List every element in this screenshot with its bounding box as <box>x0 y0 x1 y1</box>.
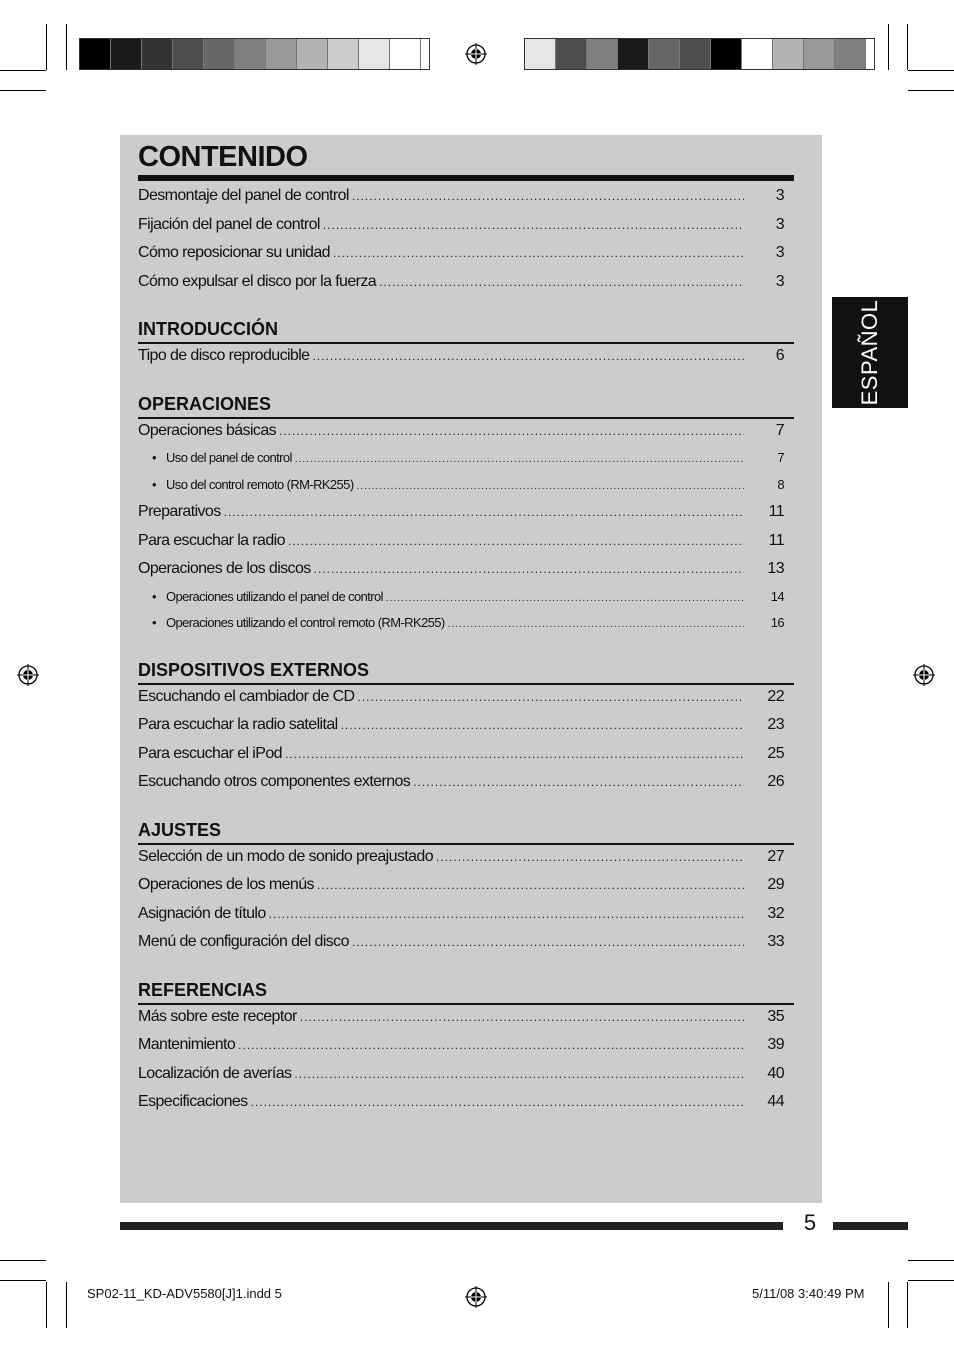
crop-mark <box>66 1282 67 1328</box>
toc-entry-page: 3 <box>775 272 784 290</box>
toc-entry-title: Uso del control remoto (RM-RK255) <box>166 476 354 492</box>
dot-leader <box>448 619 744 630</box>
slug-timestamp: 5/11/08 3:40:49 PM <box>752 1286 865 1301</box>
crop-mark <box>46 24 47 70</box>
bullet-icon: • <box>152 450 156 465</box>
toc-entry-page: 11 <box>768 503 784 520</box>
toc-entry-title: Fijación del panel de control <box>138 215 320 233</box>
color-swatch <box>649 39 680 69</box>
toc-entry-title: Especificaciones <box>138 1093 248 1110</box>
registration-mark-icon <box>465 43 487 65</box>
toc-entry-title: Mantenimiento <box>138 1036 236 1053</box>
dot-leader <box>285 747 744 761</box>
toc-entry <box>138 1036 784 1060</box>
toc-entry-title: Más sobre este receptor <box>138 1007 297 1025</box>
dot-leader <box>300 1010 744 1024</box>
toc-entry-page: 16 <box>770 615 784 630</box>
section-heading: OPERACIONES <box>138 393 272 414</box>
contents-panel <box>120 135 822 1203</box>
page-number: 5 <box>803 1210 817 1235</box>
toc-entry <box>138 244 784 268</box>
toc-subentry <box>152 450 784 474</box>
toc-entry-title: Operaciones utilizando el control remoto (RM-RK255) <box>166 615 445 630</box>
dot-leader <box>333 246 744 260</box>
color-swatch <box>680 39 711 69</box>
toc-entry-page: 29 <box>767 876 784 893</box>
dot-leader <box>314 562 744 576</box>
dot-leader <box>352 935 744 949</box>
toc-entry-page: 32 <box>767 904 784 922</box>
crop-mark <box>0 70 46 71</box>
dot-leader <box>224 505 744 519</box>
color-swatch <box>235 39 266 69</box>
toc-entry-page: 3 <box>775 187 784 204</box>
section-rule <box>138 843 794 845</box>
toc-entry <box>138 933 784 957</box>
toc-entry-title: Operaciones básicas <box>138 421 277 439</box>
toc-entry-title: Tipo de disco reproducible <box>138 347 310 364</box>
section-rule <box>138 342 794 344</box>
color-swatch <box>556 39 587 69</box>
toc-entry-page: 35 <box>767 1007 784 1025</box>
toc-entry-title: Operaciones de los menús <box>138 876 314 893</box>
section-heading: REFERENCIAS <box>138 979 268 1000</box>
toc-entry <box>138 532 784 556</box>
section-rule <box>138 1003 794 1005</box>
dot-leader <box>323 218 744 232</box>
toc-subentry <box>152 477 784 501</box>
toc-entry <box>138 347 784 371</box>
dot-leader <box>317 878 744 892</box>
color-swatch <box>80 39 111 69</box>
toc-entry <box>138 1065 784 1089</box>
toc-entry <box>138 745 784 769</box>
toc-entry-page: 22 <box>767 687 784 705</box>
color-swatch <box>804 39 835 69</box>
section-rule <box>138 683 794 685</box>
color-swatch <box>587 39 618 69</box>
crop-mark <box>0 1260 46 1261</box>
color-swatch <box>711 39 742 69</box>
toc-entry <box>138 1093 784 1117</box>
color-swatch <box>173 39 204 69</box>
toc-entry <box>138 773 784 797</box>
section-heading: DISPOSITIVOS EXTERNOS <box>138 659 370 680</box>
toc-entry-title: Localización de averías <box>138 1064 292 1082</box>
title-rule <box>138 175 794 181</box>
section-heading: INTRODUCCIÓN <box>138 319 278 339</box>
dot-leader <box>295 454 744 465</box>
toc-entry-page: 14 <box>770 588 784 604</box>
dot-leader <box>269 907 744 921</box>
color-swatch <box>204 39 235 69</box>
dot-leader <box>357 481 744 492</box>
toc-entry-page: 26 <box>767 773 784 790</box>
toc-entry-page: 7 <box>775 421 784 439</box>
toc-entry-page: 8 <box>777 476 784 492</box>
toc-entry <box>138 560 784 584</box>
toc-entry-page: 40 <box>767 1064 784 1082</box>
dot-leader <box>379 275 744 289</box>
toc-entry-page: 39 <box>767 1036 784 1053</box>
color-swatch <box>390 39 421 69</box>
registration-mark-icon <box>17 664 39 686</box>
color-bar-left <box>79 38 430 70</box>
color-swatch <box>742 39 773 69</box>
dot-leader <box>279 424 744 438</box>
toc-entry <box>138 876 784 900</box>
toc-entry-title: Operaciones de los discos <box>138 560 311 577</box>
color-swatch <box>297 39 328 69</box>
toc-entry-page: 3 <box>775 215 784 233</box>
toc-subentry <box>152 615 784 639</box>
crop-mark <box>0 1280 46 1281</box>
toc-entry-page: 7 <box>777 450 784 465</box>
toc-entry-title: Escuchando otros componentes externos <box>138 773 411 790</box>
dot-leader <box>352 189 744 203</box>
dot-leader <box>386 593 744 604</box>
toc-entry-title: Para escuchar la radio <box>138 531 285 549</box>
registration-mark-icon <box>465 1286 487 1308</box>
dot-leader <box>251 1095 744 1109</box>
toc-entry <box>138 905 784 929</box>
toc-entry <box>138 503 784 527</box>
crop-mark <box>908 90 954 91</box>
toc-entry-title: Menú de configuración del disco <box>138 933 349 950</box>
color-swatch <box>525 39 556 69</box>
bullet-icon: • <box>152 476 156 492</box>
language-tab-label: ESPAÑOL <box>857 299 882 406</box>
toc-entry-title: Uso del panel de control <box>166 450 292 465</box>
dot-leader <box>238 1038 744 1052</box>
bullet-icon: • <box>152 588 156 604</box>
color-swatch <box>773 39 804 69</box>
toc-subentry <box>152 589 784 613</box>
crop-mark <box>0 90 46 91</box>
toc-entry <box>138 688 784 712</box>
footer-rule <box>120 1222 783 1230</box>
crop-mark <box>66 24 67 70</box>
color-swatch <box>835 39 866 69</box>
bullet-icon: • <box>152 615 156 630</box>
toc-entry-page: 13 <box>767 560 784 577</box>
footer-rule <box>833 1222 908 1230</box>
toc-entry-title: Para escuchar el iPod <box>138 744 282 762</box>
registration-mark-icon <box>913 664 935 686</box>
dot-leader <box>358 690 744 704</box>
toc-entry <box>138 848 784 872</box>
toc-entry-page: 25 <box>767 744 784 762</box>
section-rule <box>138 417 794 419</box>
dot-leader <box>294 1067 744 1081</box>
toc-entry-title: Preparativos <box>138 503 221 520</box>
toc-entry-page: 27 <box>767 847 784 865</box>
section-heading: AJUSTES <box>138 819 222 840</box>
color-swatch <box>359 39 390 69</box>
toc-entry-page: 6 <box>775 347 784 364</box>
toc-entry <box>138 187 784 211</box>
toc-entry-title: Selección de un modo de sonido preajustado <box>138 847 434 865</box>
color-swatch <box>618 39 649 69</box>
toc-entry-title: Cómo expulsar el disco por la fuerza <box>138 272 377 290</box>
toc-entry-title: Operaciones utilizando el panel de control <box>166 588 383 604</box>
toc-entry-page: 33 <box>767 933 784 950</box>
toc-entry-page: 11 <box>768 531 784 549</box>
dot-leader <box>312 349 744 363</box>
crop-mark <box>908 1280 954 1281</box>
toc-entry <box>138 1008 784 1032</box>
page-title: CONTENIDO <box>138 141 308 173</box>
dot-leader <box>288 534 744 548</box>
color-swatch <box>142 39 173 69</box>
color-bar-right <box>524 38 875 70</box>
toc-entry-title: Escuchando el cambiador de CD <box>138 687 355 705</box>
toc-entry <box>138 216 784 240</box>
language-tab <box>832 297 908 408</box>
toc-entry-page: 23 <box>767 716 784 733</box>
toc-entry-title: Para escuchar la radio satelital <box>138 716 338 733</box>
toc-entry <box>138 273 784 297</box>
crop-mark <box>907 24 908 70</box>
toc-entry <box>138 422 784 446</box>
slug-file-info: SP02-11_KD-ADV5580[J]1.indd 5 <box>87 1286 282 1301</box>
dot-leader <box>341 718 744 732</box>
color-swatch <box>328 39 359 69</box>
toc-entry-page: 44 <box>767 1093 784 1110</box>
toc-entry-title: Desmontaje del panel de control <box>138 187 349 204</box>
toc-entry-title: Asignación de título <box>138 904 266 922</box>
crop-mark <box>46 1282 47 1328</box>
crop-mark <box>908 70 954 71</box>
dot-leader <box>413 775 744 789</box>
color-swatch <box>111 39 142 69</box>
color-swatch <box>266 39 297 69</box>
toc-entry-page: 3 <box>775 244 784 261</box>
crop-mark <box>888 24 889 70</box>
toc-entry-title: Cómo reposicionar su unidad <box>138 244 330 261</box>
crop-mark <box>907 1282 908 1328</box>
crop-mark <box>908 1260 954 1261</box>
toc-entry <box>138 716 784 740</box>
crop-mark <box>888 1282 889 1328</box>
dot-leader <box>436 850 744 864</box>
